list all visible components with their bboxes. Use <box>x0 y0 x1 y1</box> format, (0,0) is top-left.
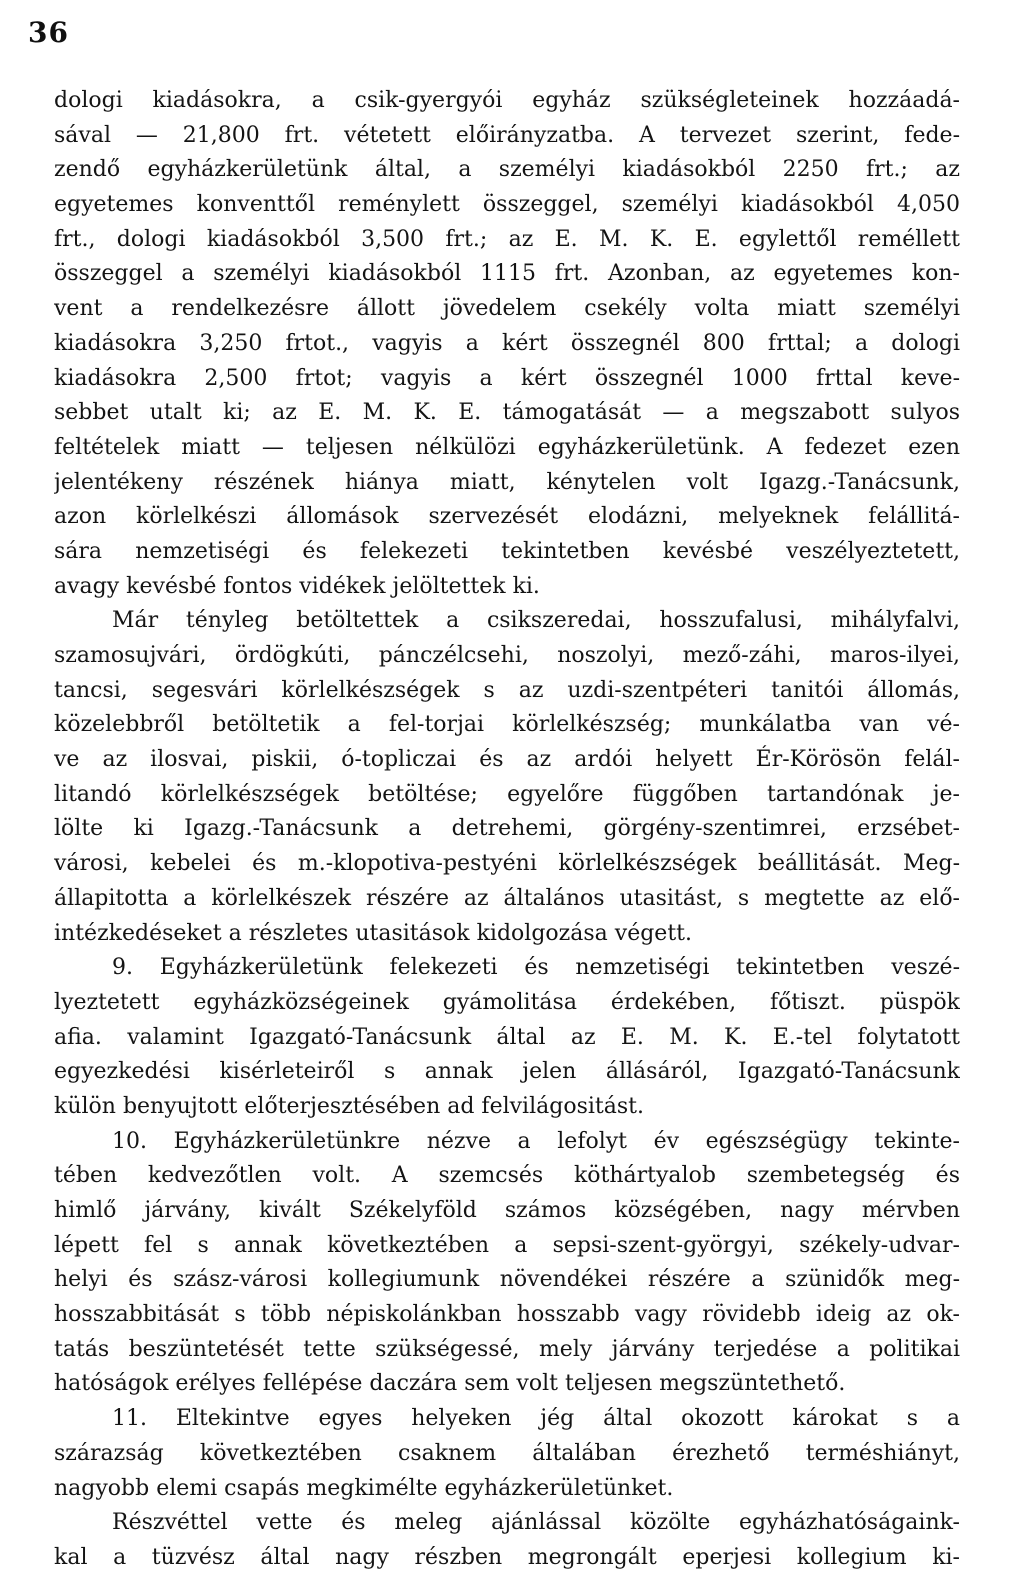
text-line: kiadásokra 2,500 frtot; vagyis a kért összegnél 1000 frttal keve- <box>54 365 960 391</box>
text-line: szamosujvári, ördögkúti, pánczélcsehi, noszolyi, mező-záhi, maros-ilyei, <box>54 643 960 668</box>
text-line: 10. Egyházkerületünkre nézve a lefolyt év egészségügy tekinte- <box>112 1128 960 1154</box>
text-line: ve az ilosvai, piskii, ó-topliczai és az ardói helyett Ér-Körösön felál- <box>54 747 960 773</box>
text-line: hosszabbitását s több népiskolánkban hosszabb vagy rövidebb ideig az ok- <box>54 1302 960 1328</box>
text-line: tatás beszüntetését tette szükségessé, mely járvány terjedése a politikai <box>54 1336 960 1362</box>
text-line: zendő egyházkerületünk által, a személyi kiadásokból 2250 frt.; az <box>54 157 960 183</box>
text-line: összeggel a személyi kiadásokból 1115 frt. Azonban, az egyetemes kon- <box>54 261 960 287</box>
text-line: egyezkedési kisérleteiről s annak jelen állásáról, Igazgató-Tanácsunk <box>54 1059 960 1085</box>
text-line: afia. valamint Igazgató-Tanácsunk által az E. M. K. E.-tel folytatott <box>54 1024 960 1050</box>
text-line: frt., dologi kiadásokból 3,500 frt.; az E. M. K. E. egylettől reméllett <box>54 226 960 252</box>
text-line: 9. Egyházkerületünk felekezeti és nemzetiségi tekintetben veszé- <box>112 955 960 981</box>
text-line: szárazság következtében csaknem általában érezhető terméshiányt, <box>54 1440 960 1466</box>
text-line: külön benyujtott előterjesztésében ad felvilágositást. <box>54 1093 644 1119</box>
text-line: intézkedéseket a részletes utasitások kidolgozása végett. <box>54 920 692 946</box>
text-line: városi, kebelei és m.-klopotiva-pestyéni körlelkészségek beállitását. Meg- <box>54 851 960 877</box>
text-line: himlő járvány, kivált Székelyföld számos községében, nagy mérvben <box>54 1198 960 1223</box>
text-line: Már tényleg betöltettek a csikszeredai, hosszufalusi, mihályfalvi, <box>112 608 960 634</box>
text-line: kiadásokra 3,250 frtot., vagyis a kért összegnél 800 frttal; a dologi <box>54 330 960 356</box>
text-line: tancsi, segesvári körlelkészségek s az uzdi-szentpéteri tanitói állomás, <box>54 677 960 703</box>
text-line: Részvéttel vette és meleg ajánlással közölte egyházhatóságaink- <box>112 1510 960 1536</box>
text-line: kal a tüzvész által nagy részben megrongált eperjesi kollegium ki- <box>54 1544 960 1570</box>
text-line: jelentékeny részének hiánya miatt, kénytelen volt Igazg.-Tanácsunk, <box>54 469 960 495</box>
text-line: vent a rendelkezésre állott jövedelem csekély volta miatt személyi <box>54 296 960 322</box>
text-line: helyi és szász-városi kollegiumunk növendékei részére a szünidők meg- <box>54 1267 960 1293</box>
text-line: lyeztetett egyházközségeinek gyámolitása érdekében, főtiszt. püspök <box>54 989 960 1015</box>
text-line: sára nemzetiségi és felekezeti tekintetben kevésbé veszélyeztetett, <box>54 538 960 564</box>
text-line: 11. Eltekintve egyes helyeken jég által okozott károkat s a <box>112 1406 960 1432</box>
text-line: állapitotta a körlelkészek részére az általános utasitást, s megtette az elő- <box>54 885 960 911</box>
text-line: feltételek miatt — teljesen nélkülözi egyházkerületünk. A fedezet ezen <box>54 434 960 460</box>
text-line: tében kedvezőtlen volt. A szemcsés köthártyalob szembetegség és <box>54 1163 960 1189</box>
text-line: közelebbről betöltetik a fel-torjai körlelkészség; munkálatba van vé- <box>54 712 960 738</box>
text-line: litandó körlelkészségek betöltése; egyelőre függőben tartandónak je- <box>54 781 960 807</box>
text-line: azon körlelkészi állomások szervezését elodázni, melyeknek felállitá- <box>54 504 960 530</box>
body-text <box>54 84 960 1576</box>
text-line: lölte ki Igazg.-Tanácsunk a detrehemi, görgény-szentimrei, erzsébet- <box>54 816 960 842</box>
text-line: nagyobb elemi csapás megkimélte egyházkerületünket. <box>54 1475 674 1501</box>
text-line: hatóságok erélyes fellépése daczára sem volt teljesen megszüntethető. <box>54 1371 846 1397</box>
text-line: sával — 21,800 frt. vétetett előirányzatba. A tervezet szerint, fede- <box>54 122 960 148</box>
text-line: sebbet utalt ki; az E. M. K. E. támogatását — a megszabott sulyos <box>54 400 960 426</box>
text-line: egyetemes konventtől reménylett összeggel, személyi kiadásokból 4,050 <box>54 192 960 218</box>
text-line: lépett fel s annak következtében a sepsi-szent-györgyi, székely-udvar- <box>54 1232 960 1258</box>
text-line: avagy kevésbé fontos vidékek jelöltettek ki. <box>54 573 540 599</box>
text-line: dologi kiadásokra, a csik-gyergyói egyház szükségleteinek hozzáadá- <box>54 88 960 113</box>
page-number: 36 <box>28 16 69 49</box>
